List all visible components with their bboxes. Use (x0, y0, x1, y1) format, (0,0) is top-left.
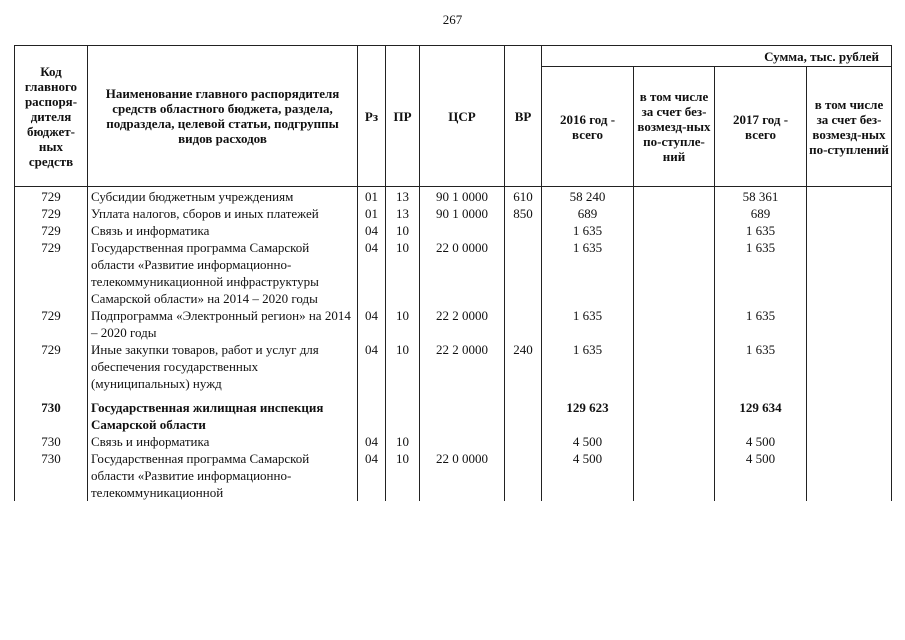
cell-csr: 22 0 0000 (420, 450, 505, 501)
cell-name: Государственная программа Самарской области «Развитие информационно-телекоммуникационной (88, 450, 358, 501)
cell-2016-grants (634, 187, 715, 206)
cell-2016-grants (634, 450, 715, 501)
cell-pr: 13 (386, 187, 420, 206)
cell-2016-total: 1 635 (542, 239, 634, 307)
table-row (15, 205, 892, 222)
cell-2016-total: 129 623 (542, 392, 634, 433)
cell-2016-grants (634, 222, 715, 239)
cell-name: Субсидии бюджетным учреждениям (88, 187, 358, 206)
cell-2016-grants (634, 205, 715, 222)
cell-csr: 90 1 0000 (420, 205, 505, 222)
cell-vr (505, 392, 542, 433)
header-2016-total: 2016 год - всего (542, 67, 634, 187)
cell-pr: 10 (386, 433, 420, 450)
table-row (15, 433, 892, 450)
cell-code: 730 (15, 450, 88, 501)
cell-csr (420, 392, 505, 433)
cell-2016-total: 58 240 (542, 187, 634, 206)
cell-name: Иные закупки товаров, работ и услуг для обеспечения государственных (муниципальных) нужд (88, 341, 358, 392)
cell-2016-total: 689 (542, 205, 634, 222)
header-2017-total: 2017 год - всего (715, 67, 807, 187)
header-vr: ВР (505, 46, 542, 187)
cell-name: Связь и информатика (88, 433, 358, 450)
cell-rz: 01 (358, 205, 386, 222)
cell-2017-total: 1 635 (715, 222, 807, 239)
header-csr: ЦСР (420, 46, 505, 187)
cell-code: 730 (15, 392, 88, 433)
cell-csr: 90 1 0000 (420, 187, 505, 206)
cell-2017-total: 4 500 (715, 450, 807, 501)
cell-code: 729 (15, 222, 88, 239)
cell-csr: 22 2 0000 (420, 307, 505, 341)
table-body (15, 187, 892, 502)
table-row (15, 392, 892, 433)
cell-code: 729 (15, 187, 88, 206)
cell-vr (505, 307, 542, 341)
cell-code: 729 (15, 239, 88, 307)
cell-2017-total: 689 (715, 205, 807, 222)
header-sum-group: Сумма, тыс. рублей (542, 46, 892, 67)
cell-rz: 04 (358, 341, 386, 392)
cell-pr: 10 (386, 450, 420, 501)
cell-code: 729 (15, 205, 88, 222)
header-code: Код главного распоря-дителя бюджет-ных средств (15, 46, 88, 187)
cell-rz: 04 (358, 307, 386, 341)
table-header (15, 46, 892, 187)
header-2017-grants: в том числе за счет без-возмезд-ных по-ступлений (807, 67, 892, 187)
table-row (15, 307, 892, 341)
cell-2017-grants (807, 239, 892, 307)
table-row (15, 187, 892, 206)
cell-pr: 10 (386, 222, 420, 239)
cell-2017-grants (807, 222, 892, 239)
cell-2016-total: 1 635 (542, 341, 634, 392)
cell-2017-grants (807, 307, 892, 341)
cell-2017-grants (807, 392, 892, 433)
cell-rz: 04 (358, 222, 386, 239)
table-row (15, 222, 892, 239)
cell-2017-grants (807, 433, 892, 450)
cell-2016-grants (634, 392, 715, 433)
cell-2016-grants (634, 433, 715, 450)
cell-vr: 850 (505, 205, 542, 222)
cell-2017-grants (807, 205, 892, 222)
cell-pr: 10 (386, 307, 420, 341)
cell-2017-grants (807, 187, 892, 206)
cell-rz: 04 (358, 450, 386, 501)
page-number: 267 (442, 12, 463, 27)
cell-rz: 04 (358, 239, 386, 307)
cell-rz: 04 (358, 433, 386, 450)
cell-2017-total: 1 635 (715, 239, 807, 307)
cell-2017-grants (807, 450, 892, 501)
cell-csr: 22 2 0000 (420, 341, 505, 392)
table-row (15, 341, 892, 392)
header-name: Наименование главного распорядителя средств областного бюджета, раздела, подраздела, целевой статьи, подгруппы видов расходов (88, 46, 358, 187)
cell-code: 730 (15, 433, 88, 450)
cell-csr (420, 222, 505, 239)
cell-name: Подпрограмма «Электронный регион» на 2014 – 2020 годы (88, 307, 358, 341)
cell-code: 729 (15, 341, 88, 392)
cell-code: 729 (15, 307, 88, 341)
cell-2016-total: 4 500 (542, 450, 634, 501)
cell-name: Связь и информатика (88, 222, 358, 239)
cell-name: Уплата налогов, сборов и иных платежей (88, 205, 358, 222)
cell-2017-total: 1 635 (715, 341, 807, 392)
cell-2016-total: 1 635 (542, 307, 634, 341)
cell-pr: 13 (386, 205, 420, 222)
header-rz: Рз (358, 46, 386, 187)
cell-csr (420, 433, 505, 450)
cell-pr: 10 (386, 239, 420, 307)
header-2016-grants: в том числе за счет без-возмезд-ных по-ступле-ний (634, 67, 715, 187)
cell-2017-total: 4 500 (715, 433, 807, 450)
cell-2016-total: 1 635 (542, 222, 634, 239)
cell-2017-total: 129 634 (715, 392, 807, 433)
cell-rz (358, 392, 386, 433)
budget-table (14, 45, 892, 501)
cell-vr (505, 222, 542, 239)
cell-rz: 01 (358, 187, 386, 206)
cell-2016-total: 4 500 (542, 433, 634, 450)
cell-2017-grants (807, 341, 892, 392)
cell-2017-total: 1 635 (715, 307, 807, 341)
cell-vr: 610 (505, 187, 542, 206)
table-row (15, 239, 892, 307)
table-row (15, 450, 892, 501)
cell-2016-grants (634, 307, 715, 341)
header-pr: ПР (386, 46, 420, 187)
cell-2016-grants (634, 239, 715, 307)
cell-2016-grants (634, 341, 715, 392)
cell-pr (386, 392, 420, 433)
cell-vr (505, 433, 542, 450)
cell-csr: 22 0 0000 (420, 239, 505, 307)
cell-2017-total: 58 361 (715, 187, 807, 206)
cell-pr: 10 (386, 341, 420, 392)
cell-vr (505, 239, 542, 307)
cell-vr (505, 450, 542, 501)
cell-name: Государственная программа Самарской области «Развитие информационно-телекоммуникационной инфраструктуры Самарской области» на 2014 – 2020 годы (88, 239, 358, 307)
cell-vr: 240 (505, 341, 542, 392)
cell-name: Государственная жилищная инспекция Самарской области (88, 392, 358, 433)
